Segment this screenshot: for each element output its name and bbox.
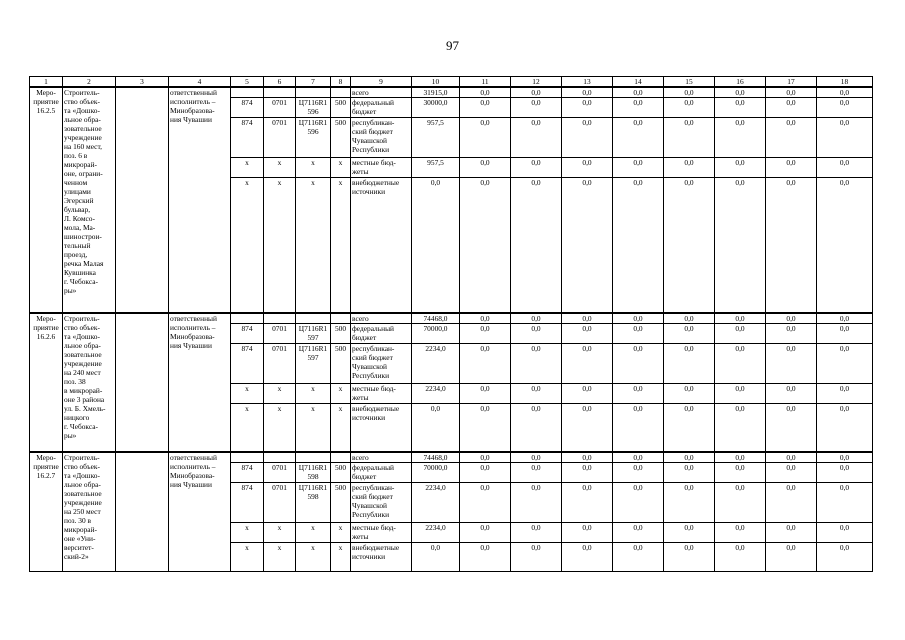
col6-cell: 0701	[264, 323, 296, 343]
col18-value: 0,0	[817, 383, 873, 403]
col6-cell: 0701	[264, 343, 296, 383]
col15-value: 0,0	[664, 313, 715, 324]
col17-value: 0,0	[766, 463, 817, 483]
col12-value: 0,0	[511, 98, 562, 118]
col12-value: 0,0	[511, 543, 562, 572]
col16-value: 0,0	[715, 523, 766, 543]
col14-value: 0,0	[613, 313, 664, 324]
col11-value: 0,0	[460, 463, 511, 483]
col10-value: 957,5	[412, 158, 460, 178]
col11-value: 0,0	[460, 543, 511, 572]
col5-cell: 874	[231, 98, 264, 118]
event-cell: Меро- приятие 16.2.5	[30, 87, 63, 313]
col13-value: 0,0	[562, 452, 613, 463]
source-cell: всего	[351, 87, 412, 98]
col17-value: 0,0	[766, 452, 817, 463]
empty-col3-cell	[116, 452, 169, 572]
col5-cell: 874	[231, 483, 264, 523]
col13-value: 0,0	[562, 383, 613, 403]
col15-value: 0,0	[664, 323, 715, 343]
responsible-cell: ответственный исполнитель – Минобразова- ния Чувашии	[169, 452, 231, 572]
col10-value: 70000,0	[412, 463, 460, 483]
col17-value: 0,0	[766, 403, 817, 452]
col18-value: 0,0	[817, 178, 873, 313]
header-cell-5: 5	[231, 77, 264, 88]
col17-value: 0,0	[766, 543, 817, 572]
header-cell-17: 17	[766, 77, 817, 88]
col17-value: 0,0	[766, 178, 817, 313]
col10-value: 957,5	[412, 118, 460, 158]
col8-cell: x	[331, 158, 351, 178]
col5-cell: x	[231, 543, 264, 572]
col12-value: 0,0	[511, 343, 562, 383]
col11-value: 0,0	[460, 158, 511, 178]
col14-value: 0,0	[613, 98, 664, 118]
col6-cell: 0701	[264, 463, 296, 483]
col12-value: 0,0	[511, 323, 562, 343]
col6-cell: 0701	[264, 98, 296, 118]
col10-value: 30000,0	[412, 98, 460, 118]
col7-cell: Ц7116R1 598	[296, 483, 331, 523]
col11-value: 0,0	[460, 87, 511, 98]
col13-value: 0,0	[562, 543, 613, 572]
header-cell-12: 12	[511, 77, 562, 88]
col15-value: 0,0	[664, 87, 715, 98]
col17-value: 0,0	[766, 158, 817, 178]
col10-value: 0,0	[412, 403, 460, 452]
col7-cell: x	[296, 383, 331, 403]
col15-value: 0,0	[664, 158, 715, 178]
col8-cell: x	[331, 523, 351, 543]
object-cell: Строитель- ство объек- та «Дошко- льное обра- зовательное учреждение на 160 мест, поз. 6 в микрорай- оне, ограни- ченном улицами Эгерский бульвар, Л. Комсо- мола, Ма- шинострои- тельный проезд, речка Малая Кувшинка г. Чебокса- ры»	[63, 87, 116, 313]
col15-value: 0,0	[664, 543, 715, 572]
source-cell: республикан- ский бюджет Чувашской Республики	[351, 483, 412, 523]
header-cell-1: 1	[30, 77, 63, 88]
col12-value: 0,0	[511, 383, 562, 403]
page-number: 97	[446, 38, 459, 53]
col15-value: 0,0	[664, 463, 715, 483]
col10-value: 2234,0	[412, 523, 460, 543]
col16-value: 0,0	[715, 98, 766, 118]
event-cell: Меро- приятие 16.2.6	[30, 313, 63, 453]
col17-value: 0,0	[766, 383, 817, 403]
col13-value: 0,0	[562, 403, 613, 452]
col16-value: 0,0	[715, 87, 766, 98]
col7-cell	[296, 87, 331, 98]
header-cell-15: 15	[664, 77, 715, 88]
col5-cell	[231, 452, 264, 463]
col18-value: 0,0	[817, 452, 873, 463]
col11-value: 0,0	[460, 178, 511, 313]
col11-value: 0,0	[460, 343, 511, 383]
col14-value: 0,0	[613, 463, 664, 483]
source-cell: внебюджетные источники	[351, 403, 412, 452]
col14-value: 0,0	[613, 118, 664, 158]
col12-value: 0,0	[511, 178, 562, 313]
col14-value: 0,0	[613, 483, 664, 523]
event-cell: Меро- приятие 16.2.7	[30, 452, 63, 572]
col17-value: 0,0	[766, 313, 817, 324]
col6-cell: x	[264, 383, 296, 403]
col6-cell: x	[264, 178, 296, 313]
col14-value: 0,0	[613, 523, 664, 543]
col15-value: 0,0	[664, 483, 715, 523]
col13-value: 0,0	[562, 463, 613, 483]
col5-cell: 874	[231, 343, 264, 383]
col18-value: 0,0	[817, 323, 873, 343]
header-cell-4: 4	[169, 77, 231, 88]
col18-value: 0,0	[817, 543, 873, 572]
col5-cell: x	[231, 178, 264, 313]
col16-value: 0,0	[715, 403, 766, 452]
col7-cell: x	[296, 403, 331, 452]
table-row	[30, 452, 873, 463]
col5-cell	[231, 87, 264, 98]
col10-value: 2234,0	[412, 483, 460, 523]
col7-cell: x	[296, 523, 331, 543]
col15-value: 0,0	[664, 343, 715, 383]
source-cell: республикан- ский бюджет Чувашской Республики	[351, 343, 412, 383]
responsible-cell: ответственный исполнитель – Минобразова- ния Чувашии	[169, 313, 231, 453]
col10-value: 2234,0	[412, 343, 460, 383]
col18-value: 0,0	[817, 98, 873, 118]
col6-cell: x	[264, 543, 296, 572]
source-cell: республикан- ский бюджет Чувашской Республики	[351, 118, 412, 158]
col5-cell: x	[231, 383, 264, 403]
col5-cell: x	[231, 403, 264, 452]
col10-value: 31915,0	[412, 87, 460, 98]
col14-value: 0,0	[613, 543, 664, 572]
col13-value: 0,0	[562, 98, 613, 118]
col7-cell	[296, 452, 331, 463]
col12-value: 0,0	[511, 463, 562, 483]
col17-value: 0,0	[766, 87, 817, 98]
table-row	[30, 87, 873, 98]
col12-value: 0,0	[511, 158, 562, 178]
col17-value: 0,0	[766, 118, 817, 158]
col16-value: 0,0	[715, 343, 766, 383]
col8-cell: 500	[331, 98, 351, 118]
col14-value: 0,0	[613, 87, 664, 98]
col12-value: 0,0	[511, 87, 562, 98]
col8-cell: 500	[331, 323, 351, 343]
col13-value: 0,0	[562, 483, 613, 523]
source-cell: местные бюд- жеты	[351, 158, 412, 178]
col10-value: 74468,0	[412, 313, 460, 324]
col15-value: 0,0	[664, 118, 715, 158]
col12-value: 0,0	[511, 313, 562, 324]
header-cell-2: 2	[63, 77, 116, 88]
empty-col3-cell	[116, 313, 169, 453]
col17-value: 0,0	[766, 98, 817, 118]
col8-cell: 500	[331, 343, 351, 383]
source-cell: всего	[351, 452, 412, 463]
col8-cell: 500	[331, 118, 351, 158]
col17-value: 0,0	[766, 343, 817, 383]
col16-value: 0,0	[715, 158, 766, 178]
col16-value: 0,0	[715, 118, 766, 158]
header-cell-7: 7	[296, 77, 331, 88]
col16-value: 0,0	[715, 323, 766, 343]
header-cell-8: 8	[331, 77, 351, 88]
col12-value: 0,0	[511, 452, 562, 463]
col7-cell: Ц7116R1 597	[296, 343, 331, 383]
col10-value: 70000,0	[412, 323, 460, 343]
col15-value: 0,0	[664, 523, 715, 543]
col16-value: 0,0	[715, 313, 766, 324]
col18-value: 0,0	[817, 158, 873, 178]
col11-value: 0,0	[460, 118, 511, 158]
header-cell-18: 18	[817, 77, 873, 88]
table-row	[30, 313, 873, 324]
col13-value: 0,0	[562, 87, 613, 98]
empty-col3-cell	[116, 87, 169, 313]
col6-cell: 0701	[264, 118, 296, 158]
col6-cell	[264, 87, 296, 98]
header-cell-13: 13	[562, 77, 613, 88]
col10-value: 74468,0	[412, 452, 460, 463]
col10-value: 0,0	[412, 543, 460, 572]
col5-cell: x	[231, 523, 264, 543]
col18-value: 0,0	[817, 483, 873, 523]
header-cell-9: 9	[351, 77, 412, 88]
col17-value: 0,0	[766, 523, 817, 543]
col8-cell: 500	[331, 463, 351, 483]
header-row	[30, 77, 873, 88]
col6-cell: 0701	[264, 483, 296, 523]
col18-value: 0,0	[817, 313, 873, 324]
col6-cell	[264, 452, 296, 463]
source-cell: местные бюд- жеты	[351, 383, 412, 403]
col13-value: 0,0	[562, 158, 613, 178]
header-cell-14: 14	[613, 77, 664, 88]
col15-value: 0,0	[664, 383, 715, 403]
col11-value: 0,0	[460, 483, 511, 523]
col6-cell: x	[264, 158, 296, 178]
col8-cell	[331, 313, 351, 324]
col7-cell: Ц7116R1 597	[296, 323, 331, 343]
header-cell-3: 3	[116, 77, 169, 88]
col11-value: 0,0	[460, 523, 511, 543]
col14-value: 0,0	[613, 158, 664, 178]
col15-value: 0,0	[664, 178, 715, 313]
col16-value: 0,0	[715, 543, 766, 572]
col11-value: 0,0	[460, 98, 511, 118]
header-cell-11: 11	[460, 77, 511, 88]
col7-cell	[296, 313, 331, 324]
col7-cell: x	[296, 158, 331, 178]
col8-cell: x	[331, 543, 351, 572]
source-cell: местные бюд- жеты	[351, 523, 412, 543]
col14-value: 0,0	[613, 383, 664, 403]
col6-cell	[264, 313, 296, 324]
col7-cell: Ц7116R1 596	[296, 118, 331, 158]
col8-cell	[331, 452, 351, 463]
col13-value: 0,0	[562, 323, 613, 343]
col13-value: 0,0	[562, 118, 613, 158]
col18-value: 0,0	[817, 87, 873, 98]
col17-value: 0,0	[766, 323, 817, 343]
col5-cell: 874	[231, 323, 264, 343]
col18-value: 0,0	[817, 463, 873, 483]
col7-cell: Ц7116R1 596	[296, 98, 331, 118]
col12-value: 0,0	[511, 523, 562, 543]
source-cell: федеральный бюджет	[351, 323, 412, 343]
col15-value: 0,0	[664, 452, 715, 463]
col6-cell: x	[264, 403, 296, 452]
col5-cell: 874	[231, 118, 264, 158]
col18-value: 0,0	[817, 403, 873, 452]
col7-cell: x	[296, 178, 331, 313]
col14-value: 0,0	[613, 323, 664, 343]
col15-value: 0,0	[664, 403, 715, 452]
source-cell: внебюджетные источники	[351, 543, 412, 572]
col16-value: 0,0	[715, 383, 766, 403]
col18-value: 0,0	[817, 343, 873, 383]
col18-value: 0,0	[817, 523, 873, 543]
col8-cell: x	[331, 403, 351, 452]
col14-value: 0,0	[613, 452, 664, 463]
col11-value: 0,0	[460, 313, 511, 324]
col15-value: 0,0	[664, 98, 715, 118]
col13-value: 0,0	[562, 313, 613, 324]
source-cell: внебюджетные источники	[351, 178, 412, 313]
col13-value: 0,0	[562, 523, 613, 543]
col12-value: 0,0	[511, 483, 562, 523]
col8-cell: x	[331, 383, 351, 403]
col8-cell: 500	[331, 483, 351, 523]
header-cell-10: 10	[412, 77, 460, 88]
col11-value: 0,0	[460, 383, 511, 403]
col16-value: 0,0	[715, 463, 766, 483]
col17-value: 0,0	[766, 483, 817, 523]
col13-value: 0,0	[562, 178, 613, 313]
col18-value: 0,0	[817, 118, 873, 158]
source-cell: федеральный бюджет	[351, 463, 412, 483]
object-cell: Строитель- ство объек- та «Дошко- льное обра- зовательное учреждение на 250 мест поз. 30 в микрорай- оне «Уни- верситет- ский-2»	[63, 452, 116, 572]
col10-value: 2234,0	[412, 383, 460, 403]
object-cell: Строитель- ство объек- та «Дошко- льное обра- зовательное учреждение на 240 мест поз. 38 в микрорай- оне 3 района ул. Б. Хмель- ницкого г. Чебокса- ры»	[63, 313, 116, 453]
col5-cell: x	[231, 158, 264, 178]
col7-cell: Ц7116R1 598	[296, 463, 331, 483]
col10-value: 0,0	[412, 178, 460, 313]
responsible-cell: ответственный исполнитель – Минобразова- ния Чувашии	[169, 87, 231, 313]
col16-value: 0,0	[715, 452, 766, 463]
source-cell: всего	[351, 313, 412, 324]
col7-cell: x	[296, 543, 331, 572]
col8-cell: x	[331, 178, 351, 313]
source-cell: федеральный бюджет	[351, 98, 412, 118]
col12-value: 0,0	[511, 403, 562, 452]
col14-value: 0,0	[613, 178, 664, 313]
col5-cell	[231, 313, 264, 324]
col8-cell	[331, 87, 351, 98]
col5-cell: 874	[231, 463, 264, 483]
col6-cell: x	[264, 523, 296, 543]
col12-value: 0,0	[511, 118, 562, 158]
col11-value: 0,0	[460, 403, 511, 452]
budget-table	[29, 76, 873, 572]
col13-value: 0,0	[562, 343, 613, 383]
col14-value: 0,0	[613, 403, 664, 452]
header-cell-6: 6	[264, 77, 296, 88]
col16-value: 0,0	[715, 483, 766, 523]
col11-value: 0,0	[460, 452, 511, 463]
col16-value: 0,0	[715, 178, 766, 313]
header-cell-16: 16	[715, 77, 766, 88]
col14-value: 0,0	[613, 343, 664, 383]
col11-value: 0,0	[460, 323, 511, 343]
